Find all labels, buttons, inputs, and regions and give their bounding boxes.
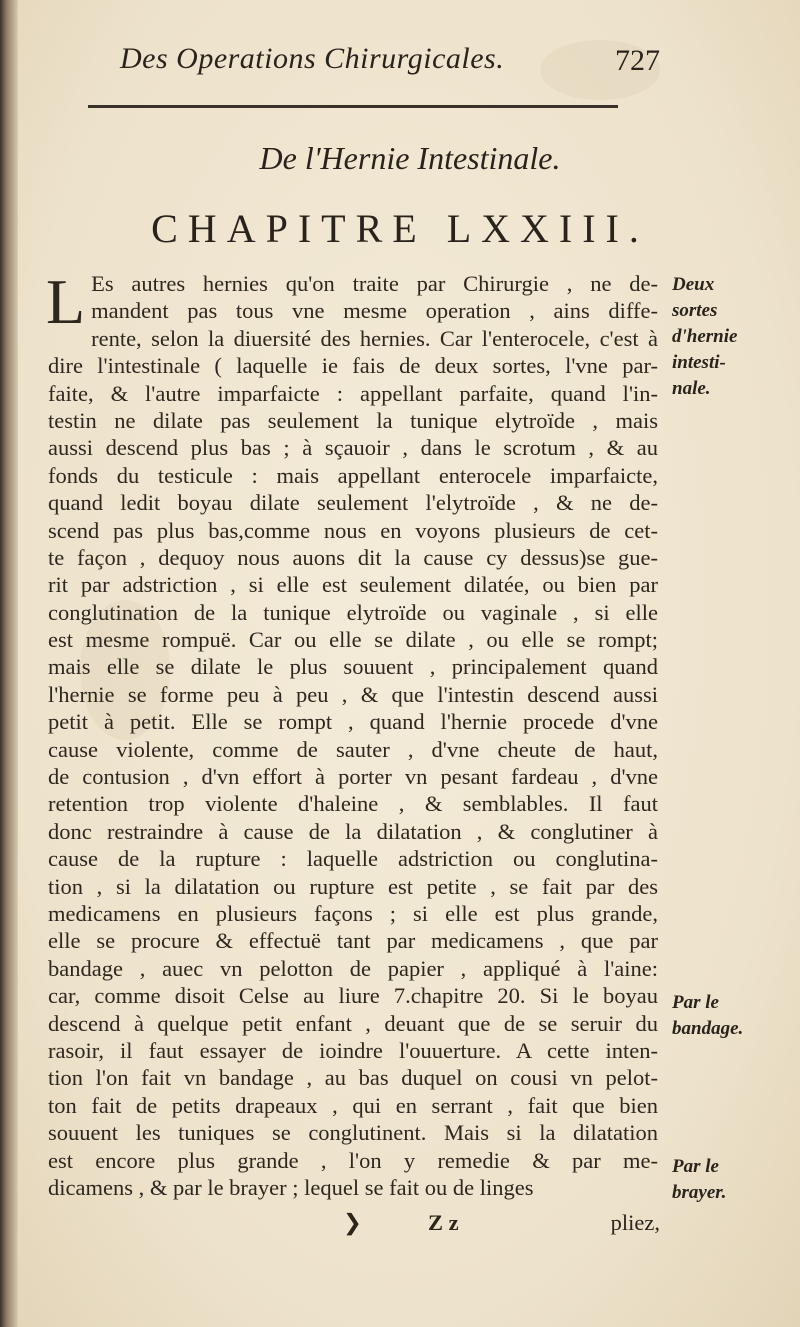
text-line: cause violente, comme de sauter , d'vne cheute de haut, (48, 736, 658, 762)
text-line: bandage , auec vn pelotton de papier , appliqué à l'aine: (48, 955, 658, 981)
page-number: 727 (615, 44, 660, 77)
page-header (120, 42, 660, 92)
ornament-mark: ❯ (343, 1210, 362, 1235)
margin-note-line: sortes (672, 300, 718, 321)
header-rule (88, 105, 618, 108)
text-line: conglutination de la tunique elytroïde ou vaginale , si elle (48, 599, 658, 625)
text-line: scend pas plus bas,comme nous en voyons plusieurs de cet- (48, 517, 658, 543)
text-line: l'hernie se forme peu à peu , & que l'intestin descend aussi (48, 681, 658, 707)
text-line: ton fait de petits drapeaux , qui en serrant , fait que bien (48, 1092, 658, 1118)
text-line: retention trop violente d'haleine , & semblables. Il faut (48, 791, 658, 817)
text-line: est mesme rompuë. Car ou elle se dilate , ou elle se rompt; (48, 627, 658, 653)
text-line: donc restraindre à cause de la dilatation , & conglutiner à (48, 818, 658, 844)
text-line: mandent pas tous vne mesme operation , ains diffe- (91, 298, 658, 324)
text-line: est encore plus grande , l'on y remedie & par me- (48, 1147, 658, 1173)
page-gutter-shadow (0, 0, 18, 1327)
text-line: rit par adstriction , si elle est seulement dilatée, ou bien par (48, 572, 658, 598)
running-title: Des Operations Chirurgicales. (120, 42, 505, 75)
chapter-heading: CHAPITRE LXXIII. (151, 206, 649, 251)
text-line: rente, selon la diuersité des hernies. Car l'enterocele, c'est à (91, 325, 658, 351)
text-line: testin ne dilate pas seulement la tunique elytroïde , mais (48, 407, 658, 433)
margin-note-line: intesti- (672, 352, 726, 373)
signature-mark: Z z (428, 1210, 459, 1235)
page-footer (48, 1210, 660, 1240)
text-line: faite, & l'autre imparfaicte : appellant parfaite, quand l'in- (48, 380, 658, 406)
text-line: medicamens en plusieurs façons ; si elle est plus grande, (48, 900, 658, 926)
text-line: quand ledit boyau dilate seulement l'elytroïde , & ne de- (48, 490, 658, 516)
margin-note-line: d'hernie (672, 326, 738, 347)
text-line: aussi descend plus bas ; à sçauoir , dans le scrotum , & au (48, 435, 658, 461)
text-line: cause de la rupture : laquelle adstriction ou conglutina- (48, 846, 658, 872)
text-line: te façon , dequoy nous auons dit la cause cy dessus)se gue- (48, 544, 658, 570)
text-line: tion l'on fait vn bandage , au bas duquel on cousi vn pelot- (48, 1065, 658, 1091)
text-line: car, comme disoit Celse au liure 7.chapitre 20. Si le boyau (48, 983, 658, 1009)
text-line: elle se procure & effectuë tant par medicamens , que par (48, 928, 658, 954)
text-line: petit à petit. Elle se rompt , quand l'hernie procede d'vne (48, 709, 658, 735)
margin-note-line: brayer. (672, 1182, 727, 1203)
margin-note-line: Deux (672, 274, 715, 295)
text-line: tion , si la dilatation ou rupture est petite , se fait par des (48, 873, 658, 899)
text-line: souuent les tuniques se conglutinent. Mais si la dilatation (48, 1120, 658, 1146)
text-line: de contusion , d'vn effort à porter vn pesant fardeau , d'vne (48, 764, 658, 790)
text-line: dicamens , & par le brayer ; lequel se fait ou de linges (48, 1174, 534, 1200)
text-line: fonds du testicule : mais appellant enterocele imparfaicte, (48, 462, 658, 488)
margin-note-brayer (672, 1154, 797, 1206)
margin-note-deux-sortes (672, 272, 797, 402)
text-line: Es autres hernies qu'on traite par Chirurgie , ne de- (91, 271, 658, 296)
margin-note-line: Par le (672, 992, 719, 1013)
margin-note-line: Par le (672, 1156, 719, 1177)
text-line: descend à quelque petit enfant , deuant que de se seruir du (48, 1010, 658, 1036)
catchword: pliez, (610, 1210, 660, 1235)
drop-cap: L (46, 266, 86, 337)
text-line: dire l'intestinale ( laquelle ie fais de deux sortes, l'vne par- (48, 353, 658, 379)
text-line: rasoir, il faut essayer de ioindre l'ouuerture. A cette inten- (48, 1037, 658, 1063)
margin-note-line: nale. (672, 378, 711, 399)
margin-note-line: bandage. (672, 1018, 744, 1039)
margin-note-bandage (672, 990, 797, 1042)
section-title: De l'Hernie Intestinale. (259, 140, 561, 176)
body-text (46, 266, 658, 1201)
text-line: mais elle se dilate le plus souuent , principalement quand (48, 654, 658, 680)
